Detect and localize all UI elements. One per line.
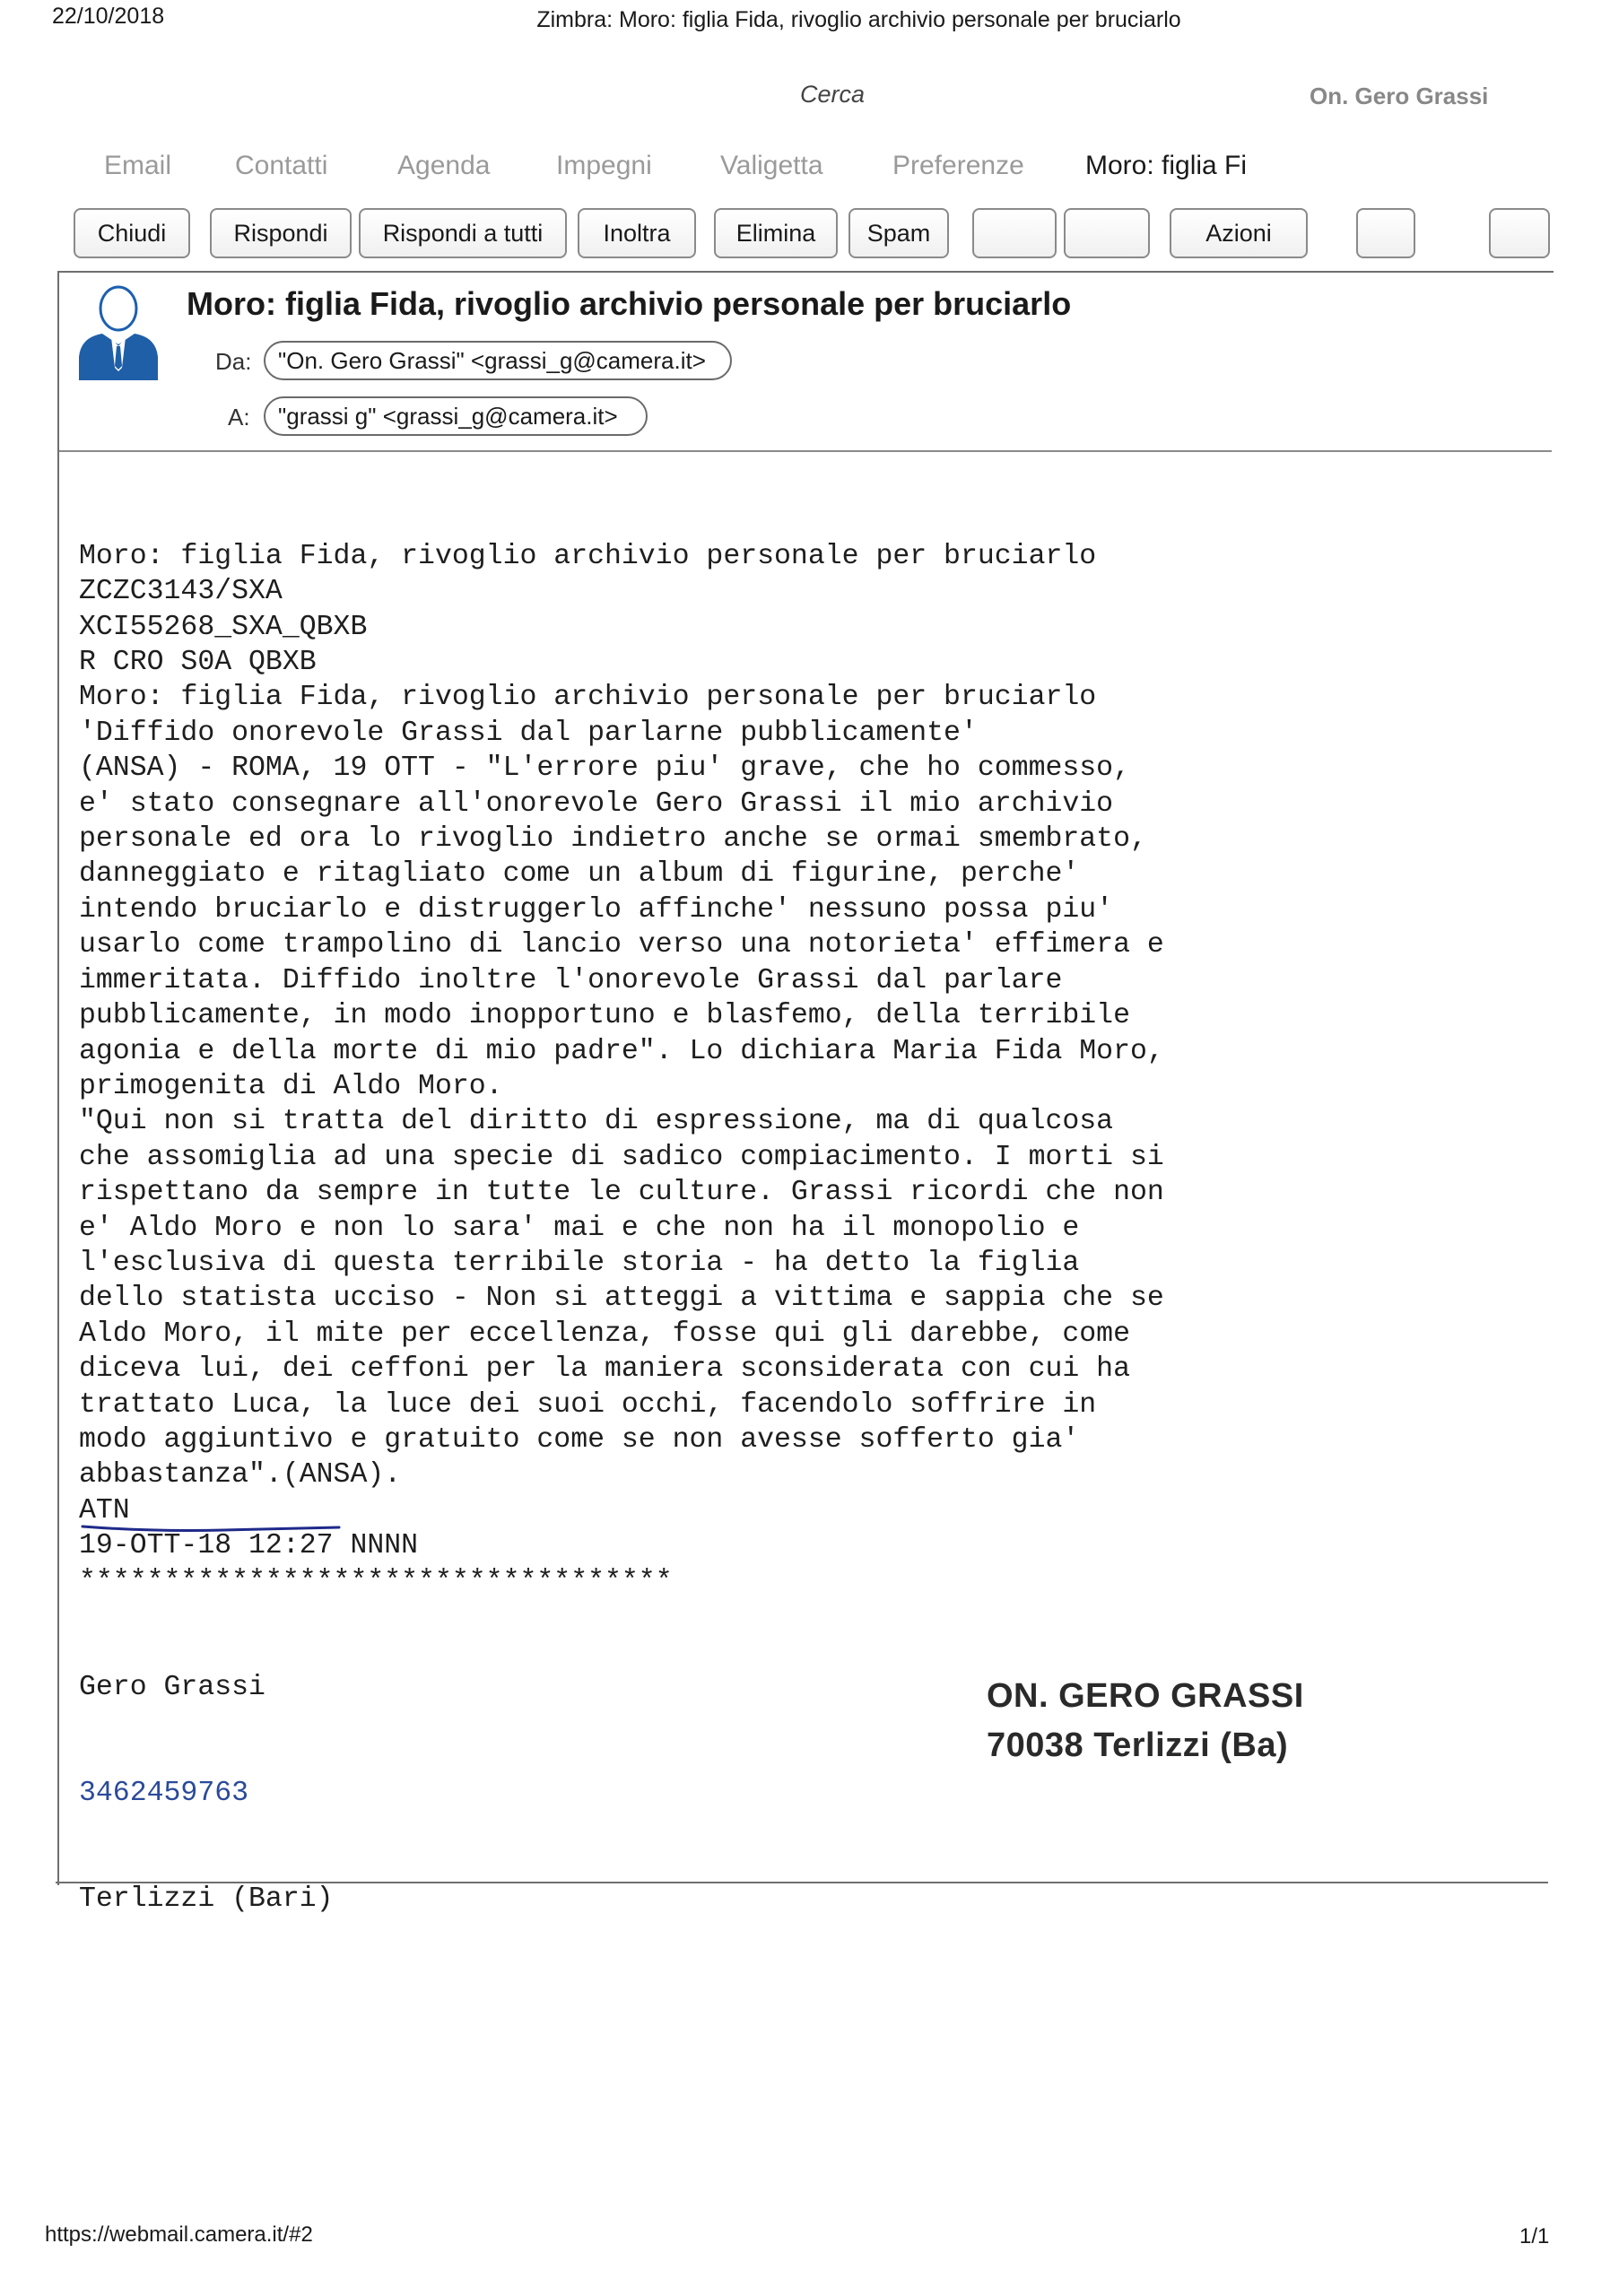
signature-city: Terlizzi (Bari)	[79, 1883, 334, 1916]
body-line: trattato Luca, la luce dei suoi occhi, facendolo soffrire in	[79, 1388, 1097, 1421]
body-line	[79, 1599, 1478, 1634]
body-line: Gero Grassi	[79, 1671, 265, 1703]
toolbar-empty-button-2[interactable]	[1064, 208, 1150, 258]
signature-phone[interactable]: 3462459763	[79, 1778, 249, 1810]
tab-valigetta[interactable]: Valigetta	[720, 151, 823, 180]
body-line: ***********************************	[79, 1565, 673, 1597]
message-header-divider	[59, 450, 1552, 452]
body-line: R CRO S0A QBXB	[79, 647, 317, 679]
tab-impegni[interactable]: Impegni	[556, 151, 652, 180]
search-link[interactable]: Cerca	[800, 81, 866, 108]
stamp-line-1: ON. GERO GRASSI	[987, 1677, 1304, 1715]
to-address-bubble[interactable]: "grassi g" <grassi_g@camera.it>	[264, 396, 648, 436]
from-label: Da:	[215, 348, 252, 375]
body-line: rispettano da sempre in tutte le culture. Grassi ricordi che non	[79, 1177, 1164, 1209]
print-title: Zimbra: Moro: figlia Fida, rivoglio archivio personale per bruciarlo	[536, 7, 1181, 32]
toolbar-empty-button-4[interactable]	[1489, 208, 1550, 258]
body-line: dello statista ucciso - Non si atteggi a vittima e sappia che se	[79, 1283, 1164, 1315]
body-line: ZCZC3143/SXA	[79, 576, 283, 608]
body-line: (ANSA) - ROMA, 19 OTT - "L'errore piu' grave, che ho commesso,	[79, 752, 1130, 785]
body-line: l'esclusiva di questa terribile storia - ha detto la figlia	[79, 1247, 1080, 1279]
body-line: primogenita di Aldo Moro.	[79, 1070, 503, 1102]
body-line: che assomiglia ad una specie di sadico compiacimento. I morti si	[79, 1141, 1164, 1173]
body-line: modo aggiuntivo e gratuito come se non avesse sofferto gia'	[79, 1423, 1080, 1456]
body-line: e' stato consegnare all'onorevole Gero Grassi il mio archivio	[79, 787, 1114, 820]
tab-contatti[interactable]: Contatti	[235, 151, 328, 180]
stamp-line-2: 70038 Terlizzi (Ba)	[987, 1726, 1289, 1764]
body-line: danneggiato e ritagliato come un album di figurine, perche'	[79, 858, 1080, 891]
body-line	[79, 1634, 1478, 1669]
print-date: 22/10/2018	[52, 4, 165, 29]
toolbar-empty-button-1[interactable]	[972, 208, 1057, 258]
tab-open-message[interactable]: Moro: figlia Fi	[1085, 151, 1248, 180]
tab-preferenze[interactable]: Preferenze	[892, 151, 1024, 180]
reply-all-button[interactable]: Rispondi a tutti	[359, 208, 567, 258]
to-label: A:	[228, 404, 250, 430]
close-button[interactable]: Chiudi	[74, 208, 190, 258]
tab-agenda[interactable]: Agenda	[397, 151, 491, 180]
print-page-number: 1/1	[1519, 2224, 1550, 2248]
body-line: XCI55268_SXA_QBXB	[79, 611, 368, 643]
body-line: intendo bruciarlo e distruggerlo affinche' nessuno possa piu'	[79, 893, 1114, 926]
toolbar-empty-button-3[interactable]	[1356, 208, 1415, 258]
body-line: pubblicamente, in modo inopportuno e blasfemo, della terribile	[79, 1000, 1130, 1032]
tab-email[interactable]: Email	[104, 151, 172, 180]
body-line: usarlo come trampolino di lancio verso una notorieta' effimera e	[79, 929, 1164, 961]
body-line: Moro: figlia Fida, rivoglio archivio personale per bruciarlo	[79, 682, 1097, 714]
handwritten-underline	[81, 1521, 341, 1534]
print-url: https://webmail.camera.it/#2	[45, 2222, 313, 2247]
user-name[interactable]: On. Gero Grassi	[1310, 83, 1489, 109]
body-line: Moro: figlia Fida, rivoglio archivio personale per bruciarlo	[79, 540, 1097, 572]
delete-button[interactable]: Elimina	[714, 208, 838, 258]
body-line: "Qui non si tratta del diritto di espressione, ma di qualcosa	[79, 1106, 1114, 1138]
from-address-bubble[interactable]: "On. Gero Grassi" <grassi_g@camera.it>	[264, 341, 732, 380]
body-line: 'Diffido onorevole Grassi dal parlarne pubblicamente'	[79, 717, 978, 749]
body-line: Aldo Moro, il mite per eccellenza, fosse qui gli darebbe, come	[79, 1318, 1130, 1350]
body-line: 19-OTT-18 12:27 NNNN	[79, 1530, 419, 1562]
body-line: diceva lui, dei ceffoni per la maniera sconsiderata con cui ha	[79, 1353, 1130, 1386]
forward-button[interactable]: Inoltra	[578, 208, 696, 258]
body-line: immeritata. Diffido inoltre l'onorevole Grassi dal parlare	[79, 964, 1063, 996]
body-line: agonia e della morte di mio padre". Lo dichiara Maria Fida Moro,	[79, 1035, 1164, 1067]
spam-button[interactable]: Spam	[849, 208, 949, 258]
actions-button[interactable]: Azioni	[1170, 208, 1308, 258]
reply-button[interactable]: Rispondi	[210, 208, 352, 258]
body-line: personale ed ora lo rivoglio indietro anche se ormai smembrato,	[79, 823, 1147, 856]
body-line: ATN	[79, 1494, 130, 1526]
message-subject: Moro: figlia Fida, rivoglio archivio personale per bruciarlo	[187, 285, 1072, 322]
contact-avatar-icon	[75, 282, 161, 380]
body-line: abbastanza".(ANSA).	[79, 1459, 402, 1492]
body-line: e' Aldo Moro e non lo sara' mai e che non ha il monopolio e	[79, 1212, 1080, 1244]
